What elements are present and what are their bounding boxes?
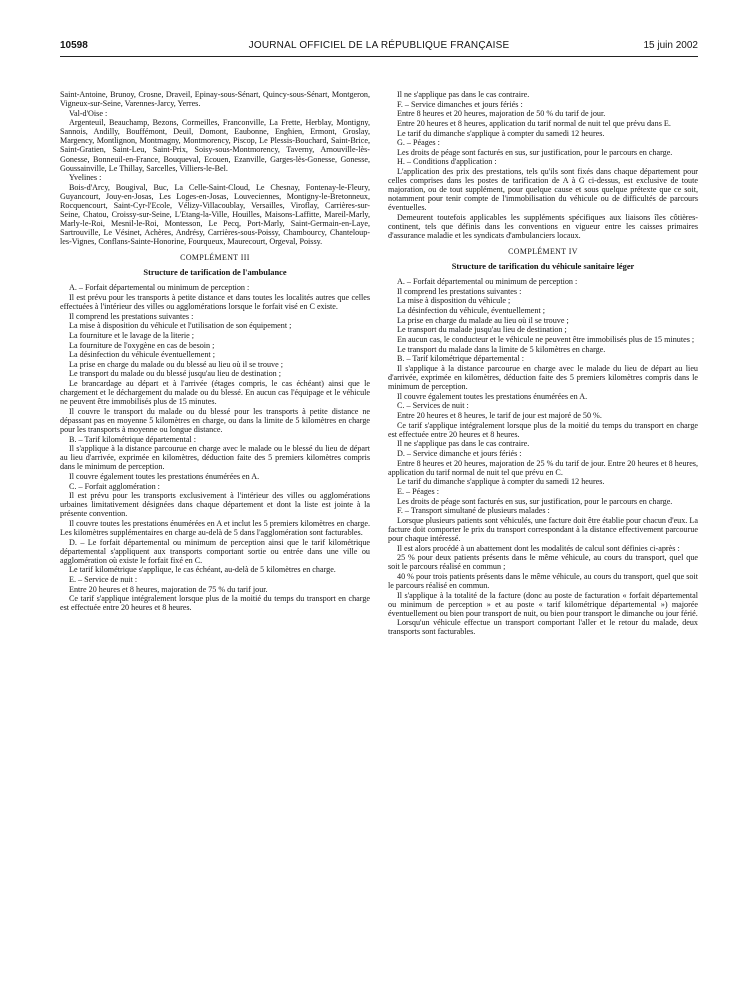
paragraph: Saint-Antoine, Brunoy, Crosne, Draveil, Epinay-sous-Sénart, Quincy-sous-Sénart, Montgeron, Vigneux-sur-Seine, Varennes-Jarcy, Yerres. — [60, 90, 370, 109]
paragraph: G. – Péages : — [397, 138, 440, 148]
paragraph: La prise en charge du malade au lieu où il se trouve ; — [397, 315, 569, 325]
paragraph: Argenteuil, Beauchamp, Bezons, Cormeilles, Franconville, La Frette, Herblay, Montigny, Sannois, Andilly, Bouffémont, Deuil, Domont, Eaubonne, Enghien, Ermont, Groslay, Margency, Montlignon, Montmagny, Montmorency, Piscop, Le Plessis-Bouchard, Saint-Brice, Saint-Gratien, Saint-Leu, Saint-Prix, Soisy-sous-Montmorency, Taverny, Arnouville-lès-Gonesse, Bonneuil-en-France, Bouqueval, Ecouen, Ezanville, Garges-lès-Gonesse, Gonesse, Goussainville, Le Thillay, Sarcelles, Villiers-le-Bel. — [60, 118, 370, 173]
paragraph: Lorsque plusieurs patients sont véhiculés, une facture doit être établie pour chacun d'eux. La facture doit comporter le prix du transport correspondant à la distance effectivement parcourue pour chaque intéressé. — [388, 515, 698, 543]
paragraph: Demeurent toutefois applicables les suppléments spécifiques aux liaisons îles côtières-continent, tels que définis dans les conventions en vigueur entre les caisses primaires d'assurance maladie et les syndicats d'ambulanciers locaux. — [388, 212, 698, 241]
paragraph: D. – Service dimanche et jours fériés : — [397, 448, 522, 458]
section-title: Structure de tarification du véhicule sanitaire léger — [451, 262, 635, 272]
paragraph: Il couvre toutes les prestations énumérées en A et inclut les 5 premiers kilomètres en charge. Les kilomètres supplémentaires en charge au-delà de 5 dans l'agglomération sont facturables. — [60, 518, 370, 537]
paragraph: Il s'applique à la distance parcourue en charge avec le malade du lieu de départ au lieu d'arrivée, exprimée en kilomètres, déduction faite des 5 premiers kilomètres compris dans le minimum de perception. — [388, 363, 698, 392]
paragraph: En aucun cas, le conducteur et le véhicule ne peuvent être immobilisés plus de 15 minutes ; — [397, 335, 695, 345]
paragraph: 40 % pour trois patients présents dans le même véhicule, au cours du transport, quel que soit le parcours réalisé en commun. — [388, 571, 698, 590]
paragraph: D. – Le forfait départemental ou minimum de perception ainsi que le tarif kilométrique départemental s'appliquent aux transports comportant sortie ou entrée dans une ville ou agglomération où existe le forfait fixé en C. — [60, 537, 370, 565]
paragraph: Il est prévu pour les transports à petite distance et dans toutes les localités autres que celles effectuées à l'intérieur des villes ou agglomérations lorsque le forfait visé en C existe. — [60, 292, 370, 311]
section-title: Structure de tarification de l'ambulance — [143, 268, 287, 278]
header-rule — [60, 56, 698, 57]
paragraph: La désinfection du véhicule éventuellement ; — [69, 350, 215, 360]
paragraph: Le tarif du dimanche s'applique à compter du samedi 12 heures. — [397, 128, 605, 138]
paragraph: Ce tarif s'applique intégralement lorsque plus de la moitié du temps du transport en charge est effectuée entre 20 heures et 8 heures. — [60, 594, 370, 613]
paragraph: Le tarif kilométrique s'applique, le cas échéant, au-delà de 5 kilomètres en charge. — [69, 565, 336, 575]
paragraph: C. – Forfait agglomération : — [69, 481, 160, 491]
paragraph: Entre 20 heures et 8 heures, le tarif de jour est majoré de 50 %. — [397, 410, 602, 420]
paragraph: La fourniture et le lavage de la literie ; — [69, 330, 194, 340]
paragraph: Il s'applique à la distance parcourue en charge avec le malade ou le blessé du lieu de départ au lieu d'arrivée, exprimée en kilomètres, déduction faite des 5 premiers kilomètres compris dans le minimum de perception. — [60, 444, 370, 472]
paragraph: Entre 8 heures et 20 heures, majoration de 50 % du tarif de jour. — [397, 109, 606, 119]
paragraph: Il couvre également toutes les prestations énumérées en A. — [69, 471, 260, 481]
paragraph: La mise à disposition du véhicule et l'utilisation de son équipement ; — [69, 321, 292, 331]
paragraph: E. – Service de nuit : — [69, 575, 138, 584]
paragraph: Il comprend les prestations suivantes : — [69, 311, 194, 321]
paragraph: Les droits de péage sont facturés en sus, sur justification, pour le parcours en charge. — [397, 496, 673, 506]
paragraph: Il couvre également toutes les prestations énumérées en A. — [397, 391, 588, 401]
paragraph: A. – Forfait départemental ou minimum de perception : — [69, 283, 250, 293]
paragraph: Il comprend les prestations suivantes : — [397, 286, 522, 296]
paragraph: Il couvre le transport du malade ou du blessé pour les transports à petite distance ne dépassant pas en moyenne 5 kilomètres en charge, ou dans la limite de 5 kilomètres en charge pour les transports à moyenne ou longue distance. — [60, 406, 370, 434]
publication-date: 15 juin 2002 — [643, 40, 698, 51]
paragraph: Il s'applique à la totalité de la facture (donc au poste de facturation « forfait départemental ou minimum de perception » et au poste « tarif kilométrique départemental ») majorée éventuellement ou bien pour transport de nuit, ou bien pour transport le dimanche ou jour férié. — [388, 590, 698, 618]
paragraph: Lorsqu'un véhicule effectue un transport comportant l'aller et le retour du malade, deux transports sont facturables. — [388, 618, 698, 637]
paragraph: La désinfection du véhicule, éventuellement ; — [397, 306, 545, 316]
paragraph: Il ne s'applique pas dans le cas contraire. — [397, 439, 530, 449]
paragraph: F. – Service dimanches et jours fériés : — [397, 99, 523, 109]
left-column — [60, 90, 370, 613]
section-heading: COMPLÉMENT III — [180, 253, 250, 263]
paragraph: Bois-d'Arcy, Bougival, Buc, La Celle-Saint-Cloud, Le Chesnay, Fontenay-le-Fleury, Guyancourt, Jouy-en-Josas, Les Loges-en-Josas, Louveciennes, Montigny-le-Bretonneux, Rocquencourt, Saint-Cyr-l'Ecole, Vélizy-Villacoublay, Versailles, Viroflay, Carrières-sur-Seine, Chatou, Croissy-sur-Seine, L'Etang-la-Ville, Houilles, Maisons-Laffitte, Mareil-Marly, Marly-le-Roi, Mesnil-le-Roi, Montesson, Le Pecq, Port-Marly, Saint-Germain-en-Laye, Sartrouville, Le Vésinet, Achères, Andrésy, Carrières-sous-Poissy, Chambourcy, Chanteloup-les-Vignes, Conflans-Sainte-Honorine, Fourqueux, Maurecourt, Orgeval, Poissy. — [60, 182, 370, 247]
paragraph: Les droits de péage sont facturés en sus, sur justification, pour le parcours en charge. — [397, 147, 673, 157]
paragraph: Il est prévu pour les transports exclusivement à l'intérieur des villes ou agglomérations urbaines limitativement désignées dans chaque département et dont la liste est jointe à la présente convention. — [60, 491, 370, 519]
paragraph: B. – Tarif kilométrique départemental : — [397, 354, 524, 364]
paragraph: Le transport du malade ou du blessé jusqu'au lieu de destination ; — [69, 369, 281, 379]
paragraph: A. – Forfait départemental ou minimum de perception : — [397, 277, 578, 287]
paragraph: La fourniture de l'oxygène en cas de besoin ; — [69, 340, 215, 350]
page-header — [60, 40, 698, 56]
paragraph: H. – Conditions d'application : — [397, 157, 497, 167]
paragraph: B. – Tarif kilométrique départemental : — [69, 434, 196, 444]
paragraph: La prise en charge du malade ou du blessé au lieu où il se trouve ; — [69, 359, 283, 369]
paragraph: Entre 8 heures et 20 heures, majoration de 25 % du tarif de jour. Entre 20 heures et 8 heures, application du tarif normal de nuit tel que prévu en C. — [388, 458, 698, 477]
paragraph: Val-d'Oise : — [69, 108, 108, 118]
paragraph: F. – Transport simultané de plusieurs malades : — [397, 506, 550, 516]
paragraph: Le tarif du dimanche s'applique à compter du samedi 12 heures. — [397, 477, 605, 487]
paragraph: La mise à disposition du véhicule ; — [397, 296, 511, 306]
journal-title: JOURNAL OFFICIEL DE LA RÉPUBLIQUE FRANÇAISE — [248, 40, 510, 51]
right-column — [388, 90, 698, 637]
paragraph: Entre 20 heures et 8 heures, majoration de 75 % du tarif jour. — [69, 584, 268, 594]
paragraph: Le transport du malade jusqu'au lieu de destination ; — [397, 325, 567, 335]
paragraph: Il ne s'applique pas dans le cas contraire. — [397, 90, 530, 99]
paragraph: Le brancardage au départ et à l'arrivée (étages compris, le cas échéant) ainsi que le chargement et le déchargement du malade ou du blessé. En aucun cas l'équipage et le véhicule ne peuvent être immobilisés plus de 15 minutes. — [60, 379, 370, 407]
paragraph: Yvelines : — [69, 173, 102, 183]
paragraph: 25 % pour deux patients présents dans le même véhicule, au cours du transport, quel que soit le parcours réalisé en commun ; — [388, 553, 698, 572]
paragraph: C. – Services de nuit : — [397, 401, 469, 411]
paragraph: Le transport du malade dans la limite de 5 kilomètres en charge. — [397, 344, 606, 354]
section-heading: COMPLÉMENT IV — [508, 247, 578, 257]
paragraph: Il est alors procédé à un abattement dont les modalités de calcul sont définies ci-après : — [397, 543, 680, 553]
paragraph: E. – Péages : — [397, 486, 439, 496]
paragraph: Ce tarif s'applique intégralement lorsque plus de la moitié du temps du transport en charge est effectuée entre 20 heures et 8 heures. — [388, 420, 698, 439]
paragraph: Entre 20 heures et 8 heures, application du tarif normal de nuit tel que prévu dans E. — [397, 118, 671, 128]
page-number: 10598 — [60, 40, 88, 51]
paragraph: L'application des prix des prestations, tels qu'ils sont fixés dans chaque département pour celles comprises dans les postes de tarification de A à G ci-dessus, est exclusive de toute majoration, ou de tout supplément, pour quelque cause et sous quelque prétexte que ce soit, notamment pour tenir compte de l'immobilisation du véhicule ou de difficultés de parcours éventuelles. — [388, 167, 698, 213]
